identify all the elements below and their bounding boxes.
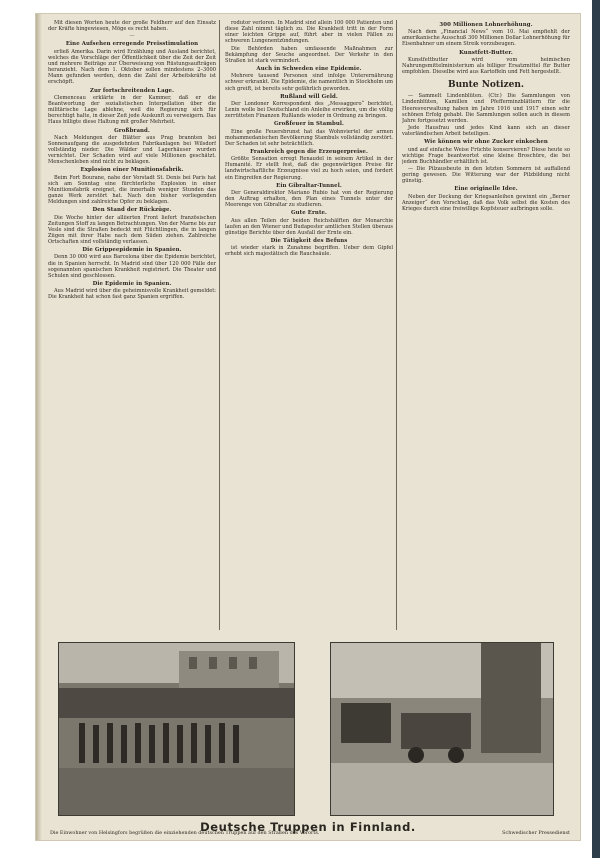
article-paragraph: Aus allen Teilen der beiden Reichshälften der Monarchie laufen an den Wiener und Budapester amtlichen Stellen überaus günstige Berichte über den Ausfall der Ernte ein. bbox=[225, 217, 393, 236]
article-paragraph: — Die Pilzausbeute in den letzten Sommern ist auffallend gering gewesen. Die Witterung war der Pilzbildung nicht günstig. bbox=[402, 165, 570, 185]
article-paragraph: Beim Fort Bourane, nahe der Vorstadt St. Denis bei Paris hat sich am Sonntag eine fürchterliche Explosion in einer Munitionsfabrik ereignet, die innerhalb weniger Stunden das ganze Werk zerstört hat. Nach den bisher vorliegenden Meldungen sind zahlreiche Opfer zu beklagen. bbox=[48, 174, 216, 206]
article-paragraph: Der Londoner Korrespondent des „Messaggero“ berichtet, Lenin wolle bei Deutschland ein Anleihe erwirken, um die völlig zerrütteten Finanzen Rußlands wieder in Ordnung zu bringen. bbox=[225, 100, 393, 120]
article-paragraph: Denn 30 000 wird aus Barcelona über die Epidemie berichtet, die in Spanien herrscht. In Madrid sind über 120 000 Fälle der sogenannten spanischen Krankheit registriert. Die Theater und Schulen sind geschlossen. bbox=[48, 254, 216, 279]
photo-credit: Schwedischer Pressedienst bbox=[502, 830, 570, 836]
article-paragraph: Nach dem „Financial News“ vom 10. Mai empfiehlt der amerikanische Ausschuß 300 Millionen Dollar Lohnerhöhung für Eisenbahner um einem Streik vorzubeugen. bbox=[402, 29, 570, 48]
column-rule bbox=[219, 20, 220, 630]
column-1 bbox=[48, 20, 216, 630]
article-heading: Bunte Notizen. bbox=[447, 80, 525, 91]
article-heading: Rußland will Geld. bbox=[280, 93, 338, 100]
column-2 bbox=[225, 20, 393, 630]
photo-title: Deutsche Truppen in Finnland. bbox=[200, 820, 416, 834]
article-heading: Ein Gibraltar-Tunnel. bbox=[276, 182, 342, 189]
separator: — bbox=[129, 33, 135, 40]
article-heading: Zur fortschreitenden Lage. bbox=[89, 87, 175, 94]
book-binding bbox=[592, 0, 600, 858]
article-heading: Auch in Schweden eine Epidemie. bbox=[256, 66, 362, 73]
article-paragraph: Die Woche hinter der alliierten Front liefert französischen Zeitungen Stoff zu langen Betrachtungen. Von der Marne bis zur Vesle sind die Straßen bedeckt mit Flüchtlingen, die in langen Zügen mit ihrer Habe nach dem Süden ziehen. Zahlreiche Ortschaften sind vollständig verlassen. bbox=[48, 214, 216, 246]
article-paragraph: Nach Meldungen der Blätter aus Prag brannten bei Sonnenaufgang die ausgedehnten Fabrikanlagen bei Wilsdorf vollständig nieder. Die Wälder und Lagerhäuser wurden vernichtet. Der Schaden wird auf viele Millionen geschätzt. Menschenleben sind nicht zu beklagen. bbox=[48, 134, 216, 166]
article-paragraph: — Sammelt Lindenblüten. (Ctr.) Die Sammlungen von Lindenblüten, Kamillen und Pfefferminzblättern für die Heeresverwaltung haben im Jahre 1916 und 1917 einen sehr schönen Erfolg gehabt. Die Sammlungen sollen auch in diesem Jahre fortgesetzt werden. bbox=[402, 93, 570, 124]
article-paragraph: Eine große Feuersbrunst hat das Wohnviertel der armen mohammedanischen Bevölkerung Stambuls vollständig zerstört. Der Schaden ist sehr beträchtlich. bbox=[225, 128, 393, 147]
article-paragraph: ist wieder stark in Zunahme begriffen. Ueber dem Gipfel erhebt sich majestätisch die Rauchsäule. bbox=[225, 245, 393, 258]
article-heading: Kunstfett-Butter. bbox=[459, 49, 513, 56]
article-paragraph: Aus Madrid wird über die geheimnisvolle Krankheit gemeldet: Die Krankheit hat schon fast ganz Spanien ergriffen. bbox=[48, 288, 216, 301]
article-heading: 300 Millionen Lohnerhöhung. bbox=[439, 22, 533, 28]
article-paragraph: Kunstfettbutter wird vom heimischen Nahrungsmittelministerium als billiger Ersatzmittel für Butter empfohlen. Dieselbe wird aus Kartoffeln und Fett hergestellt. bbox=[402, 56, 570, 76]
article-heading: Großbrand. bbox=[114, 127, 150, 134]
photo-parade bbox=[58, 642, 295, 816]
photo-wagons bbox=[330, 642, 554, 816]
article-paragraph: Größte Sensation erregt Renaudel in seinem Artikel in der Humanité. Er stellt fest, daß die gegenwärtigen Preise für landwirtschaftliche Erzeugnisse viel zu hoch seien, und fordert ein Eingreifen der Regierung. bbox=[225, 156, 393, 181]
article-heading: Wie können wir ohne Zucker einkochen bbox=[424, 139, 548, 146]
newspaper-page bbox=[36, 14, 580, 840]
column-3 bbox=[402, 20, 570, 630]
article-heading: Großfeuer in Stambul. bbox=[273, 121, 345, 128]
article-paragraph: und auf einfache Weise Früchte konservieren? Diese heute so wichtige Frage beantwortet eine kleine Broschüre, die bei jedem Buchhändler erhältlich ist. bbox=[402, 146, 570, 165]
article-heading: Frankreich gegen die Erzeugerpreise. bbox=[250, 148, 368, 155]
article-heading: Explosion einer Munitionsfabrik. bbox=[80, 167, 184, 174]
article-heading: Den Stand der Rückzüge. bbox=[92, 207, 172, 214]
article-paragraph: erließ Amerika. Darin wird Erzählung und Ausland berichtet, welches die Vorschläge der Öffentlichkeit über die Zeit der Zeit und mehrere Beiträge zur Überweisung von Rüstungsaufträgen heranzieht. Nach dem 1. Oktober sollen mindestens 2–3000 Mann gefunden werden, denn die Zahl der Arbeitskräfte ist erschöpft. bbox=[48, 48, 216, 86]
article-paragraph: Clemenceau erklärte in der Kammer, daß er die Beantwortung der sozialistischen Interpellation über die militärische Lage ablehne, weil die Regierung sich für berechtigt halte, in dieser Zeit jede Auskunft zu verweigern. Das Haus billigte diese Haltung mit großer Mehrheit. bbox=[48, 94, 216, 126]
article-heading: Die Grippeepidemie in Spanien. bbox=[82, 247, 182, 254]
article-paragraph: Der Generaldirektor Mariano Rubio hat von der Regierung den Auftrag erhalten, den Plan eines Tunnels unter der Meerenge von Gibraltar zu studieren. bbox=[225, 189, 393, 209]
article-paragraph: Mehrere tausend Personen sind infolge Unterernährung schwer erkrankt. Die Epidemie, die namentlich in Stockholm um sich greift, ist bereits sehr gefährlich geworden. bbox=[225, 73, 393, 92]
article-heading: Eine originelle Idee. bbox=[454, 186, 518, 193]
article-paragraph: Mit diesen Worten heute der große Feldherr auf den Einsatz der Kräfte hingewiesen, Möge es recht haben. bbox=[48, 20, 216, 33]
article-paragraph: rodutor verloren. In Madrid sind allein 100 000 Patienten und diese Zahl nimmt täglich zu. Die Krankheit tritt in der Form einer leichten Grippe auf, führt aber in vielen Fällen zu schweren Lungenentzündungen. bbox=[225, 20, 393, 45]
photo-caption: Die Einwohner von Helsingfors begrüßen die einziehenden deutschen Truppen auf den Straßen des Vororts. bbox=[50, 830, 320, 836]
article-heading: Die Tätigkeit des Befuns bbox=[270, 238, 348, 244]
column-rule bbox=[396, 20, 397, 630]
article-heading: Die Epidemie in Spanien. bbox=[92, 281, 172, 288]
article-heading: Eine Aufsehen erregende Preisstimulation bbox=[65, 41, 199, 48]
article-paragraph: Jede Hausfrau und jedes Kind kann sich an dieser vaterländischen Arbeit beteiligen. bbox=[402, 125, 570, 138]
article-paragraph: Neben der Deckung der Kriegsanleihen gewinnt ein „Berner Anzeiger“ den Vorschlag, daß das Volk selbst die Kosten des Krieges durch eine freiwillige Kopfsteuer aufbringen solle. bbox=[402, 193, 570, 212]
article-paragraph: Die Behörden haben umfassende Maßnahmen zur Bekämpfung der Seuche angeordnet. Der Verkehr in den Straßen ist stark vermindert. bbox=[225, 45, 393, 64]
article-heading: Gute Ernte. bbox=[290, 210, 328, 217]
